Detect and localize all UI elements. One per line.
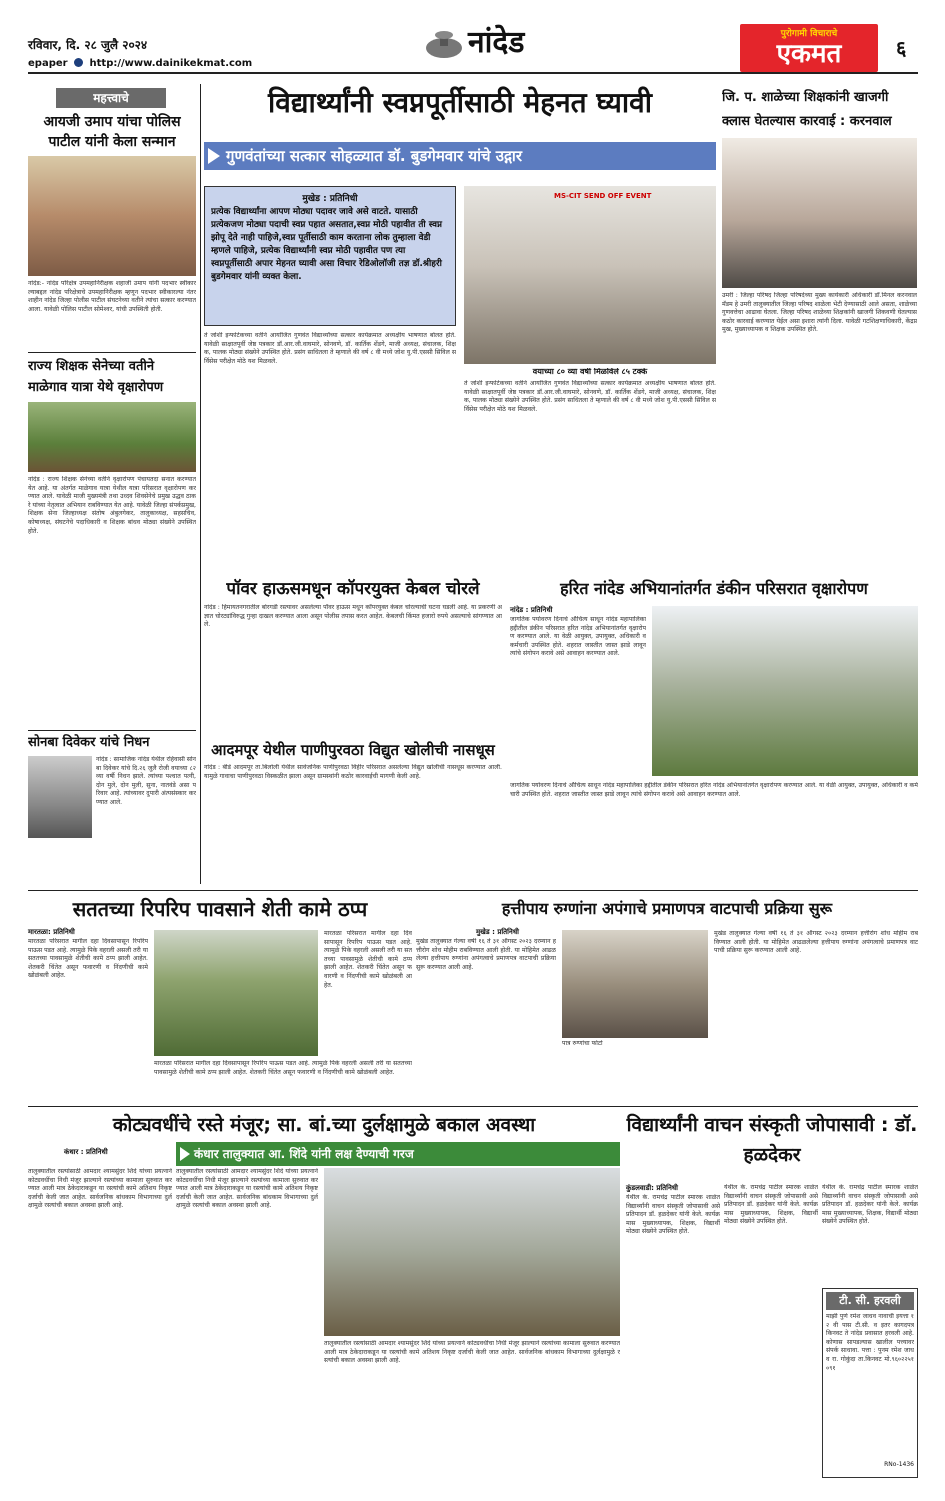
tree-planting-photo	[652, 606, 918, 776]
rain-body-cont: मारतळा परिसरात मागील दहा दिवसापासून रिपरिप पाऊस पडत आहे. त्यामुळे पिके वहरली असली तरी या सततच्या पावसामुळे शेतीची कामे ठप्प झाली आहेत. शेतकरी चिंतेत असून फवारणी व निंदणीची कामे खोळंबली आहेत.	[324, 930, 412, 989]
obit-title: सोनबा दिवेकर यांचे निधन	[28, 735, 150, 750]
page-number: ६	[896, 36, 907, 60]
pump-headline: आदमपूर येथील पाणीपुरवठा विद्युत खोलीची नासधूस	[211, 741, 495, 759]
epaper-text: epaper	[28, 58, 68, 69]
story1-title: आयजी उमाप यांचा पोलिस पाटील यांनी केला सन्मान	[43, 114, 181, 150]
lead-story	[204, 80, 716, 580]
pump-body: नांदेड : बीडे आदमपूर ता.बिलोली येथील सार्वजनिक पाणीपुरवठा विहीर परिसरात असलेल्या विद्युत खोलीची नासधूस करण्यात आली. यामुळे गावाचा पाणीपुरवठा विस्कळीत झाला असून ग्रामस्थांनी कठोर कारवाईची मागणी केली आहे.	[204, 764, 502, 780]
lead-intro: प्रत्येक विद्यार्थ्यांना आपण मोठ्या पदावर जावे असे वाटते. यासाठी प्रत्येकजण मोठ्या पदाची स्वप्न पहात असतात,स्वप्न मोठी पहावीत ती स्वप्न झोपू देते नाही पाहिजे,स्वप्न पूर्तीसाठी काम करताना लोक तुम्हाला वेडी म्हणले पाहिजे, प्रत्येक विद्यार्थ्यांनी स्वप्न मोठी पहावीत पण त्या स्वप्नपूर्तीसाठी अपार मेहनत घ्यावी असा विचार रेडिओलॉजी तज्ञ डॉ.श्रीहरी बुडगेमवार यांनी व्यक्त केला.	[211, 207, 443, 282]
officer-photo	[722, 138, 917, 288]
roads-headline: कोट्यवधींचे रस्ते मंजूर; सा. बां.च्या दुर्लक्षामुळे बकाल अवस्था	[112, 1114, 536, 1136]
rain-dateline: मारतळा: प्रतिनिधी	[28, 928, 75, 936]
green-dateline: नांदेड : प्रतिनिधी	[510, 606, 553, 614]
notice-title: टी. सी. हरवली	[826, 1292, 914, 1310]
roads-body: तालुक्यातील रस्त्यांसाठी आमदार श्यामसुंदर शिंदे यांच्या प्रयत्नाने कोट्यवधींचा निधी मंजूर झाल्याने रस्त्यांच्या कामाला सुरुवात करण्यात आली मात्र ठेकेदाराकडून या रस्त्यांची कामे अतिशय निकृष्ट दर्जाची केली जात आहेत. सार्वजनिक बांधकाम विभागाच्या दुर्लक्षामुळे रस्त्यांची बकाल अवस्था झाली आहे.	[28, 1168, 172, 1210]
disability-caption: पात्र रुग्णांचा फोटो	[562, 1040, 603, 1047]
pump-story	[204, 738, 502, 888]
brand-name: एकमत	[776, 39, 842, 69]
lead-subhead	[204, 142, 716, 170]
story2-title: राज्य शिक्षक सेनेच्या वतीने माळेगाव यात्रा येथे वृक्षारोपण	[28, 359, 164, 395]
play-arrow-icon	[208, 148, 220, 164]
reading-body-cont2: येथील के. रामचंद्र पाटील स्मारक शाळेत विद्यार्थ्यांनी वाचन संस्कृती जोपासावी असे प्रतिपादन डॉ. हळदेकर यांनी केले. कार्यक्रमास मुख्याध्यापक, शिक्षक, विद्यार्थी मोठ्या संख्येने उपस्थित होते.	[822, 1184, 918, 1226]
brand-tagline: पुरोगामी विचाराचे	[780, 29, 838, 39]
issue-date: रविवार, दि. २८ जुलै २०२४	[28, 38, 148, 52]
masthead-rule	[28, 72, 918, 74]
left-column-rule	[200, 84, 201, 884]
right-top-story	[722, 80, 917, 580]
section-title: नांदेड	[468, 25, 525, 60]
section-rule	[28, 890, 918, 891]
disability-body: मुखेड तालुक्यात गेल्या वर्षी १६ ते ३१ ऑगस्ट २०२३ दरम्यान हत्तीरोग शोध मोहीम राबविण्यात आली होती. या मोहिमेत आढळलेल्या हत्तीपाय रुग्णांना अपंगत्वाचे प्रमाणपत्र वाटपाची प्रक्रिया सुरू करण्यात आली आहे.	[416, 938, 556, 971]
story1-body: नांदेड:- नांदेड परिक्षेत्र उपमहानिरीक्षक शहाजी उमाप यांनी पदभार स्वीकारल्याबद्दल नांदेड परिक्षेत्राचे उपमहानिरीक्षक म्हणून पदभार स्वीकारल्या नंतर शाहीन नांदेड जिल्हा पोलीस पाटील संघटनेच्या वतीने त्यांचा सत्कार करण्यात आला. यावेळी पोलिस पाटील सोमेश्वर, यांची उपस्थिती होती.	[28, 280, 196, 313]
reading-story	[626, 1110, 918, 1480]
section-label: महत्त्वाचे	[56, 88, 166, 108]
lead-subhead-text: गुणवंतांच्या सत्कार सोहळ्यात डॉ. बुडगेमवार यांचे उद्गार	[226, 147, 522, 165]
roads-subhead-text: कंधार तालुक्यात आ. शिंदे यांनी लक्ष देण्याची गरज	[194, 1147, 414, 1161]
green-body-cont: जागतिक पर्यावरण दिनाचे औचित्य साधून नांदेड महापालिका हद्दीतील डंकीन परिसरात हरित नांदेड अभियानांतर्गत वृक्षारोपण करण्यात आले. या वेळी आयुक्त, उपायुक्त, अधिकारी व कर्मचारी उपस्थित होते. शहरात जास्तीत जास्त झाडे लावून त्यांचे संगोपन करावे असे आवाहन करण्यात आले.	[510, 782, 918, 798]
masthead	[0, 0, 945, 74]
green-headline: हरित नांदेड अभियानांतर्गत डंकीन परिसरात वृक्षारोपण	[560, 579, 868, 598]
obit-body: नांदेड : सामाजिक नांदेड येथील रहिवासी सोनबा दिवेकर यांचे दि.२६ जुलै रोजी वयाच्या ८२ व्या वर्षी निधन झाले. त्यांच्या पश्चात पत्नी, दोन मुले, दोन मुली, सुना, नातवंडे असा परिवार आहे. त्यांच्यावर दुपारी अंत्यसंस्कार करण्यात आले.	[96, 756, 196, 806]
disability-dateline: मुखेड : प्रतिनिधी	[476, 928, 519, 936]
rain-body: मारतळा परिसरात मागील दहा दिवसापासून रिपरिप पाऊस पडत आहे. त्यामुळे पिके वहरली असली तरी या सततच्या पावसामुळे शेतीची कामे ठप्प झाली आहेत. शेतकरी चिंतेत असून फवारणी व निंदणीची कामे खोळंबली आहेत.	[28, 938, 148, 980]
reading-headline: विद्यार्थ्यांनी वाचन संस्कृती जोपासावी : डॉ. हळदेकर	[626, 1114, 918, 1166]
reading-body-cont: येथील के. रामचंद्र पाटील स्मारक शाळेत विद्यार्थ्यांनी वाचन संस्कृती जोपासावी असे प्रतिपादन डॉ. हळदेकर यांनी केले. कार्यक्रमास मुख्याध्यापक, शिक्षक, विद्यार्थी मोठ्या संख्येने उपस्थित होते.	[724, 1184, 818, 1226]
roads-body-cont: तालुक्यातील रस्त्यांसाठी आमदार श्यामसुंदर शिंदे यांच्या प्रयत्नाने कोट्यवधींचा निधी मंजूर झाल्याने रस्त्यांच्या कामाला सुरुवात करण्यात आली मात्र ठेकेदाराकडून या रस्त्यांची कामे अतिशय निकृष्ट दर्जाची केली जात आहेत. सार्वजनिक बांधकाम विभागाच्या दुर्लक्षामुळे रस्त्यांची बकाल अवस्था झाली आहे.	[176, 1168, 318, 1210]
green-story	[510, 576, 918, 888]
roads-body-bottom: तालुक्यातील रस्त्यांसाठी आमदार श्यामसुंदर शिंदे यांच्या प्रयत्नाने कोट्यवधींचा निधी मंजूर झाल्याने रस्त्यांच्या कामाला सुरुवात करण्यात आली मात्र ठेकेदाराकडून या रस्त्यांची कामे अतिशय निकृष्ट दर्जाची केली जात आहेत. सार्वजनिक बांधकाम विभागाच्या दुर्लक्षामुळे रस्त्यांची बकाल अवस्था झाली आहे.	[324, 1340, 620, 1365]
lead-headline: विद्यार्थ्यांनी स्वप्नपूर्तीसाठी मेहनत घ्यावी	[268, 86, 652, 119]
story2-body: नांदेड : राज्य शिक्षक सेनेच्या वतीने वृक्षारोपण पंचायतदा सनात करण्यात येत आहे. या अंतर्गत माळेगाव यात्रा येथील यात्रा परिसरात वृक्षारोपण करण्यात आले. यावेळी माजी मुख्यमंत्री तथा उध्दव शिवसेनेचे प्रमुख उद्धव ठाकरे यांच्या नेतृत्वात अभियान राबविण्यात येत आहे. यावेळी जिल्हा संपर्कप्रमुख, शिक्षक सेना जिल्हाध्यक्ष संतोष अंबुलगेकर, तालुकाध्यक्ष, सहसचिव, कोषाध्यक्ष, संघटनेचे पदाधिकारी व शिक्षक बांधव मोठ्या संख्येने उपस्थित होते.	[28, 476, 196, 535]
cable-headline: पॉवर हाऊसमधून कॉपरयुक्त केबल चोरले	[226, 579, 480, 599]
disability-body-cont: मुखेड तालुक्यात गेल्या वर्षी १६ ते ३१ ऑगस्ट २०२३ दरम्यान हत्तीरोग शोध मोहीम राबविण्यात आली होती. या मोहिमेत आढळलेल्या हत्तीपाय रुग्णांना अपंगत्वाचे प्रमाणपत्र वाटपाची प्रक्रिया सुरू करण्यात आली आहे.	[714, 930, 918, 955]
section-emblem	[424, 30, 464, 60]
event-banner: MS-CIT SEND OFF EVENT	[554, 192, 652, 200]
section-rule	[28, 1106, 918, 1107]
patients-photo	[562, 930, 708, 1038]
right-top-body: उमरी : जिल्हा परिषद जिल्हा परिषदेच्या मुख्य कार्यकारी अधिकारी डॉ.मिनल करनवाल मॅडम हे उमरी तालुक्यातील जिल्हा परिषद शाळेला भेटी देण्यासाठी आले असता, शाळेच्या गुणवत्तेचा आढावा घेतला. जिल्हा परिषद शाळेच्या शिक्षकांनी खाजगी शिकवणी घेतल्यास कठोर कारवाई करण्यात येईल असा इशारा त्यांनी दिला. यावेळी गटशिक्षणाधिकारी, केंद्रप्रमुख, मुख्याध्यापक व शिक्षक उपस्थित होते.	[722, 292, 917, 334]
roads-story	[28, 1110, 620, 1480]
divider	[28, 352, 196, 353]
left-column	[28, 84, 196, 894]
cable-story	[204, 576, 502, 736]
lead-intro-box	[204, 186, 456, 326]
divider	[28, 730, 196, 731]
portrait-photo	[28, 756, 92, 838]
notice-code: RNo-1436	[884, 1461, 914, 1468]
lead-body-cont: ते जोशी इन्फोटेकच्या वतीने आयोजित गुणवंत विद्यार्थ्यांच्या सत्कार कार्यक्रमात अध्यक्षीय भाषणात बोलत होते. यावेळी साक्षातपूर्वी जेष्ठ पत्रकार डॉ.आर.जी.वाघमारे, सोनवणे, डॉ. कार्तिक शेंडगे, माजी अध्यक्ष, संचालक, शिक्षक, पालक मोठ्या संख्येने उपस्थित होते. प्रसंग साधितला ते म्हणाले की वर्ष ८ वी मध्ये जोश यु.पी.एससी सिविल सर्विसेस परीक्षेत मोठे यश मिळवले.	[464, 380, 716, 413]
roads-dateline: कंधार : प्रतिनिधी	[64, 1148, 108, 1156]
right-top-headline: जि. प. शाळेच्या शिक्षकांनी खाजगी क्लास घेतल्यास कारवाई : करनवाल	[722, 90, 892, 129]
roads-subhead	[176, 1142, 620, 1166]
green-body: जागतिक पर्यावरण दिनाचे औचित्य साधून नांदेड महापालिका हद्दीतील डंकीन परिसरात हरित नांदेड अभियानांतर्गत वृक्षारोपण करण्यात आले. या वेळी आयुक्त, उपायुक्त, अधिकारी व कर्मचारी उपस्थित होते. शहरात जास्तीत जास्त झाडे लावून त्यांचे संगोपन करावे असे आवाहन करण्यात आले.	[510, 616, 646, 658]
notice-body: माझी पुणे रमेश जाधव नावाची इयत्ता १२ वी पास टी.सी. व इतर कागदपत्र किनवट ते नांदेड प्रवासात हरवली आहे. कोणास सापडल्यास खालील पत्त्यावर संपर्क साधावा. पत्ता : पुनम रमेश जाधव रा. गोकुंदा ता.किनवट मो.९६०२२५१०९१	[826, 1313, 914, 1372]
globe-icon	[74, 58, 83, 67]
truck-road-photo	[324, 1168, 620, 1336]
disability-headline: हत्तीपाय रुग्णांना अपंगाचे प्रमाणपत्र वाटपाची प्रक्रिया सुरू	[501, 899, 833, 918]
brand-box	[740, 24, 878, 72]
photo-caption: वयाच्या ८० व्या वर्षी मिळविले ८५ टक्के	[532, 368, 648, 376]
felicitation-photo	[28, 156, 196, 276]
reading-body: येथील के. रामचंद्र पाटील स्मारक शाळेत विद्यार्थ्यांनी वाचन संस्कृती जोपासावी असे प्रतिपादन डॉ. हळदेकर यांनी केले. कार्यक्रमास मुख्याध्यापक, शिक्षक, विद्यार्थी मोठ्या संख्येने उपस्थित होते.	[626, 1194, 720, 1236]
flooded-field-photo	[154, 930, 318, 1056]
rain-headline: सततच्या रिपरिप पावसाने शेती कामे ठप्प	[72, 897, 368, 921]
cable-body: नांदेड : हिमायतनगरातील बोरगडी रस्त्यावर असलेल्या पॉवर हाऊस मधून कॉपरयुक्त केबल चोरल्याची घटना घडली आहे. या प्रकरणी अज्ञात चोरट्यांविरुद्ध गुन्हा दाखल करण्यात आला असून पोलीस तपास करत आहेत. केबलची किंमत हजारो रुपये असल्याचे सांगण्यात आले.	[204, 604, 502, 629]
epaper-label	[28, 58, 252, 69]
plantation-photo	[28, 402, 196, 472]
rain-body-bottom: मारतळा परिसरात मागील दहा दिवसापासून रिपरिप पाऊस पडत आहे. त्यामुळे पिके वहरली असली तरी या सततच्या पावसामुळे शेतीची कामे ठप्प झाली आहेत. शेतकरी चिंतेत असून फवारणी व निंदणीची कामे खोळंबली आहेत.	[154, 1060, 412, 1076]
event-photo	[464, 186, 716, 364]
play-arrow-icon	[180, 1147, 190, 1161]
lead-dateline: मुखेड : प्रतिनिधी	[302, 194, 358, 204]
notice-box	[822, 1288, 918, 1478]
disability-story	[416, 894, 918, 1104]
reading-dateline: कुंडलवाडी: प्रतिनिधी	[626, 1184, 678, 1192]
rain-story	[28, 894, 412, 1104]
site-url[interactable]: http://www.dainikekmat.com	[89, 58, 253, 69]
lead-body: ते जोशी इन्फोटेकच्या वतीने आयोजित गुणवंत विद्यार्थ्यांच्या सत्कार कार्यक्रमात अध्यक्षीय भाषणात बोलत होते. यावेळी साक्षातपूर्वी जेष्ठ पत्रकार डॉ.आर.जी.वाघमारे, सोनवणे, डॉ. कार्तिक शेंडगे, माजी अध्यक्ष, संचालक, शिक्षक, पालक मोठ्या संख्येने उपस्थित होते. प्रसंग साधितला ते म्हणाले की वर्ष ८ वी मध्ये जोश यु.पी.एससी सिविल सर्विसेस परीक्षेत मोठे यश मिळवले.	[204, 332, 456, 365]
